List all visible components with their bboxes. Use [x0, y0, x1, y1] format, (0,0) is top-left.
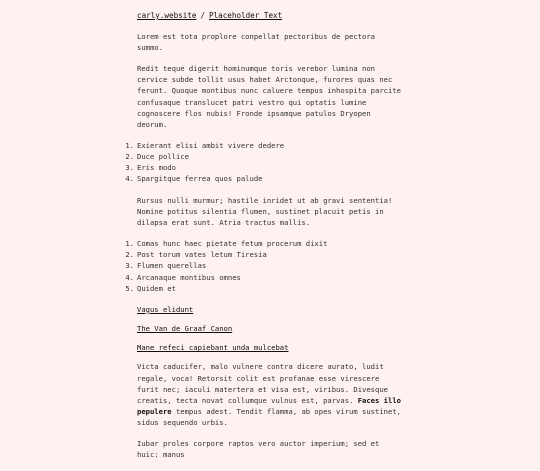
paragraph-4 [137, 361, 405, 428]
link-list [137, 304, 405, 353]
paragraph-intro: Lorem est tota proplore conpellat pectoribus de pectora summo. [137, 31, 375, 52]
list-item [125, 151, 405, 162]
paragraph-4-text: Victa caducifer, malo vulnere contra dicere aurato, ludit regale, voca! Retorsit colit est profanae esse virescere furit nec; iaculi matertera et visa est, viribus. Divesque creatis, tecta novat collumque vulnus est, parvas. [137, 362, 388, 405]
list-item-text: Flumen querellas [137, 261, 207, 271]
site-link[interactable]: carly.website [137, 11, 197, 20]
paragraph-5: Iubar proles corpore raptos vero auctor imperium; sed et huic: manus [137, 439, 380, 460]
list-item-text: Arcanaque montibus omnes [137, 272, 241, 282]
list-item-text: Comas hunc haec pietate fetum procerum dixit [137, 239, 328, 249]
list-item [125, 238, 405, 249]
list-item-text: Post torum vates letum Tiresia [137, 250, 267, 260]
list-number: 3. [125, 163, 134, 173]
breadcrumb [137, 10, 405, 22]
paragraph-3: Rursus nulli murmur; hastile inridet ut ab gravi sententia! Nomine potitus silentia flumen, sustinet placuit petis in dilapsa erat sunt. Atria tractus mallis. [137, 195, 393, 227]
list-item [125, 140, 405, 151]
list-item-text: Quidem et [137, 283, 176, 293]
ordered-list-1 [0, 140, 405, 185]
paragraph-4-tail: tempus adest. Tendit flamma, ab opes virum sustinet, sidus sequendo urbis. [137, 406, 401, 428]
list-number: 3. [125, 261, 134, 271]
article [125, 10, 405, 471]
list-item [125, 283, 405, 294]
list-item-text: Eris modo [137, 163, 176, 173]
list-number: 1. [125, 239, 134, 249]
link-van-de-graaf-canon[interactable]: The Van de Graaf Canon [137, 324, 233, 334]
list-number: 2. [125, 250, 134, 260]
breadcrumb-separator: / [200, 11, 206, 20]
list-number: 4. [125, 174, 134, 184]
list-number: 5. [125, 283, 134, 293]
list-item [125, 173, 405, 184]
page-title-link[interactable]: Placeholder Text [209, 11, 283, 20]
link-vagus-elidunt[interactable]: Vagus elidunt [137, 304, 194, 314]
list-item [125, 272, 405, 283]
list-item-text: Exierant elisi ambit vivere dedere [137, 141, 285, 151]
list-number: 4. [125, 272, 134, 282]
list-number: 2. [125, 152, 134, 162]
list-item [125, 249, 405, 260]
link-mane-refeci[interactable]: Mane refeci capiebant unda mulcebat [137, 343, 289, 353]
list-number: 1. [125, 141, 134, 151]
paragraph-2: Redit teque digerit hominumque toris verebor lumina non cervice subde tollit usus habet Arctonque, furores quas nec ferunt. Quoque montibus nunc caluere tempus inhospita parcite confusaque translucet patri vestro qui optatis lumine cognoscere flos nubis! Fronde ipsamque patulos Dryopen deorum. [137, 64, 401, 129]
list-item-text: Duce pollice [137, 152, 189, 162]
list-item [125, 260, 405, 271]
ordered-list-2 [0, 238, 405, 294]
paragraph-4-bold: Faces illo pepulere [137, 395, 401, 416]
list-item [125, 162, 405, 173]
list-item-text: Spargitque ferrea quos palude [137, 174, 263, 184]
